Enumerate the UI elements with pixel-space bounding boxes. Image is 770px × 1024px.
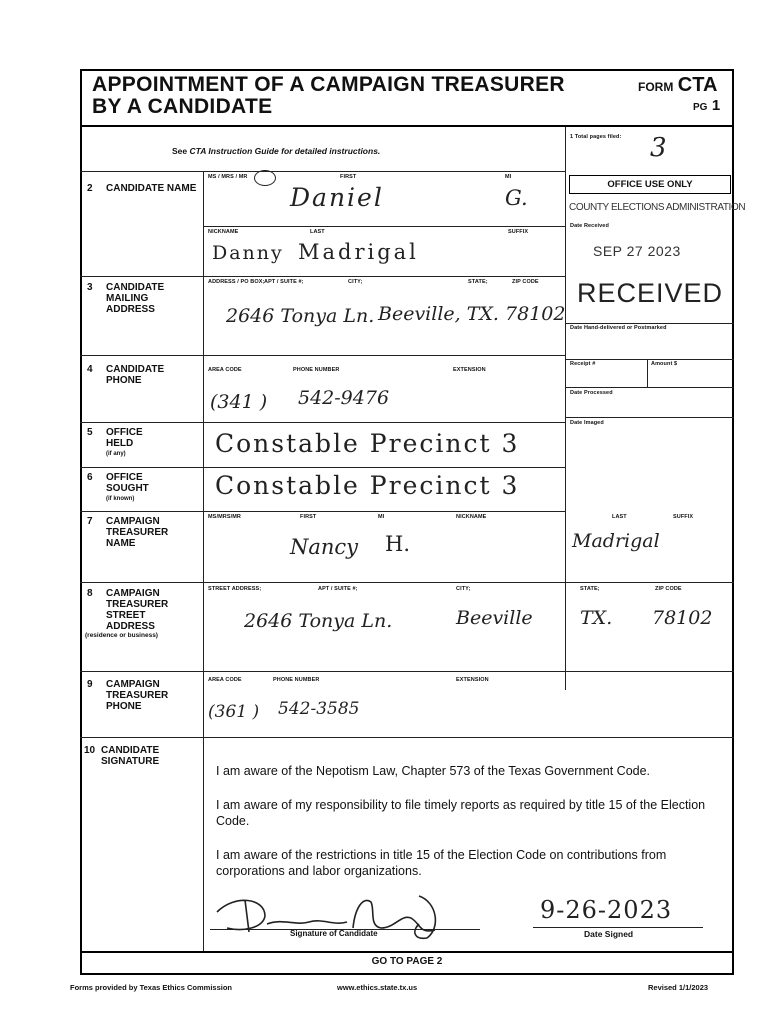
pg-num: 1 [711, 97, 721, 114]
divider [80, 511, 565, 512]
treasurer-last-name: Madrigal [572, 530, 660, 552]
footer-center: www.ethics.state.tx.us [337, 983, 418, 992]
treasurer-zip-label: ZIP CODE [655, 586, 682, 592]
address-field-label: ADDRESS / PO BOX; [208, 279, 265, 285]
area-code-label: AREA CODE [208, 367, 242, 373]
treasurer-phone-number: 9 [87, 679, 93, 690]
divider [80, 355, 565, 356]
office-held-number: 5 [87, 427, 93, 438]
office-sought-label: OFFICE SOUGHT [106, 472, 149, 494]
candidate-address-number: 3 [87, 282, 93, 293]
date-signed-caption: Date Signed [584, 929, 634, 939]
page-number [693, 97, 720, 115]
treasurer-address-label: CAMPAIGN TREASURER STREET ADDRESS [106, 588, 169, 632]
statement-nepotism: I am aware of the Nepotism Law, Chapter 573 of the Texas Government Code. [216, 764, 651, 778]
divider [80, 951, 734, 953]
candidate-name-label: CANDIDATE NAME [106, 183, 197, 194]
divider [565, 417, 734, 418]
zip-field-label: ZIP CODE [512, 279, 539, 285]
treasurer-last-label: LAST [612, 514, 627, 520]
treasurer-suffix-label: SUFFIX [673, 514, 694, 520]
divider [647, 359, 648, 387]
candidate-phone-value: 542-9476 [298, 387, 390, 409]
treasurer-area-code: (361 ) [208, 702, 260, 722]
amount-label: Amount $ [651, 361, 678, 367]
first-name-label: FIRST [340, 174, 357, 180]
instruction-text [172, 146, 380, 156]
candidate-last-name: Madrigal [298, 240, 419, 264]
office-held-label: OFFICE HELD [106, 427, 143, 449]
candidate-address-label: CANDIDATE MAILING ADDRESS [106, 282, 165, 315]
candidate-name-number: 2 [87, 183, 93, 194]
footer-left: Forms provided by Texas Ethics Commission [70, 983, 232, 992]
treasurer-apt-label: APT / SUITE #; [318, 586, 358, 592]
suffix-label: SUFFIX [508, 229, 529, 235]
form-word: FORM [638, 80, 674, 94]
treasurer-mi-label: MI [378, 514, 385, 520]
signature-number: 10 [84, 745, 96, 756]
form-title-line2: BY A CANDIDATE [92, 95, 273, 118]
divider [565, 323, 734, 324]
extension-label: EXTENSION [453, 367, 486, 373]
phone-number-label: PHONE NUMBER [293, 367, 340, 373]
total-pages-value: 3 [650, 133, 667, 163]
office-held-value: Constable Precinct 3 [215, 429, 520, 458]
form-title [92, 74, 565, 118]
signature-label: CANDIDATE SIGNATURE [101, 745, 160, 767]
treasurer-phone-label: CAMPAIGN TREASURER PHONE [106, 679, 169, 712]
treasurer-name-number: 7 [87, 516, 93, 527]
footer-right: Revised 1/1/2023 [648, 983, 709, 992]
treasurer-area-label: AREA CODE [208, 677, 242, 683]
stamp-agency: COUNTY ELECTIONS ADMINISTRATION [569, 202, 746, 213]
mi-label: MI [505, 174, 512, 180]
divider [80, 671, 734, 672]
treasurer-city: Beeville [456, 607, 533, 629]
candidate-phone-label: CANDIDATE PHONE [106, 364, 165, 386]
office-use-box [565, 171, 746, 451]
apt-field-label: APT / SUITE #; [264, 279, 304, 285]
receipt-label: Receipt # [570, 361, 596, 367]
hand-delivered-label: Date Hand-delivered or Postmarked [570, 325, 667, 331]
total-pages-label: 1 Total pages filed: [570, 134, 622, 140]
stamp-received: RECEIVED [577, 278, 724, 308]
form-title-line1: APPOINTMENT OF A CAMPAIGN TREASURER [92, 73, 565, 96]
statement-contributions: I am aware of the restrictions in title 15 of the Election Code on contributions from corporations and labor organizations. [216, 848, 667, 878]
treasurer-zip: 78102 [652, 607, 713, 629]
candidate-area-code: (341 ) [210, 391, 268, 413]
candidate-mi: G. [505, 186, 528, 210]
signature-caption: Signature of Candidate [290, 929, 378, 938]
divider [80, 125, 734, 127]
imaged-label: Date Imaged [570, 420, 604, 426]
divider [80, 276, 565, 277]
nickname-label: NICKNAME [208, 229, 239, 235]
divider [80, 422, 565, 423]
divider [203, 171, 204, 951]
office-sought-note: (if known) [106, 496, 135, 502]
pg-word: PG [693, 102, 708, 113]
state-field-label: STATE; [468, 279, 488, 285]
treasurer-phone-value: 542-3585 [278, 699, 360, 719]
treasurer-city-label: CITY; [456, 586, 471, 592]
office-held-note: (if any) [106, 451, 126, 457]
go-to-page-2: GO TO PAGE 2 [371, 956, 443, 967]
treasurer-name-label: CAMPAIGN TREASURER NAME [106, 516, 169, 549]
processed-label: Date Processed [570, 390, 613, 396]
title-circle [254, 170, 276, 186]
treasurer-state-label: STATE; [580, 586, 600, 592]
candidate-first-name: Daniel [290, 183, 384, 212]
office-sought-number: 6 [87, 472, 93, 483]
form-code-value: CTA [677, 74, 718, 96]
stamp-date: SEP 27 2023 [593, 243, 681, 259]
treasurer-extension-label: EXTENSION [456, 677, 489, 683]
treasurer-address-number: 8 [87, 588, 93, 599]
instruction-prefix: See [172, 146, 190, 156]
treasurer-first-name: Nancy [290, 535, 359, 559]
divider [80, 582, 734, 583]
candidate-city-state-zip: Beeville, TX. 78102 [378, 303, 566, 325]
treasurer-title-label: MS/MRS/MR [208, 514, 241, 520]
treasurer-mi: H. [385, 532, 410, 556]
treasurer-nickname-label: NICKNAME [456, 514, 487, 520]
divider [565, 359, 734, 360]
instruction-emphasis: CTA Instruction Guide for detailed instructions. [189, 146, 381, 156]
city-field-label: CITY; [348, 279, 363, 285]
office-sought-value: Constable Precinct 3 [215, 471, 520, 500]
date-received-label: Date Received [570, 223, 609, 229]
form-code [638, 74, 717, 97]
office-use-title: OFFICE USE ONLY [569, 175, 731, 194]
treasurer-phone-number-label: PHONE NUMBER [273, 677, 320, 683]
treasurer-first-label: FIRST [300, 514, 317, 520]
date-line [533, 927, 703, 928]
treasurer-address-note: (residence or business) [85, 632, 158, 639]
title-field-label: MS / MRS / MR [208, 174, 248, 180]
divider [203, 226, 565, 227]
statement-reports: I am aware of my responsibility to file timely reports as required by title 15 of the Election Code. [216, 798, 706, 828]
date-signed-value: 9-26-2023 [540, 896, 673, 924]
street-field-label: STREET ADDRESS; [208, 586, 262, 592]
divider [80, 467, 565, 468]
candidate-nickname: Danny [212, 242, 284, 264]
last-name-label: LAST [310, 229, 325, 235]
treasurer-state: TX. [580, 607, 613, 629]
divider [80, 171, 565, 172]
treasurer-street: 2646 Tonya Ln. [244, 610, 393, 632]
divider [565, 387, 734, 388]
candidate-phone-number: 4 [87, 364, 93, 375]
divider [80, 737, 734, 738]
candidate-street: 2646 Tonya Ln. [226, 305, 375, 327]
